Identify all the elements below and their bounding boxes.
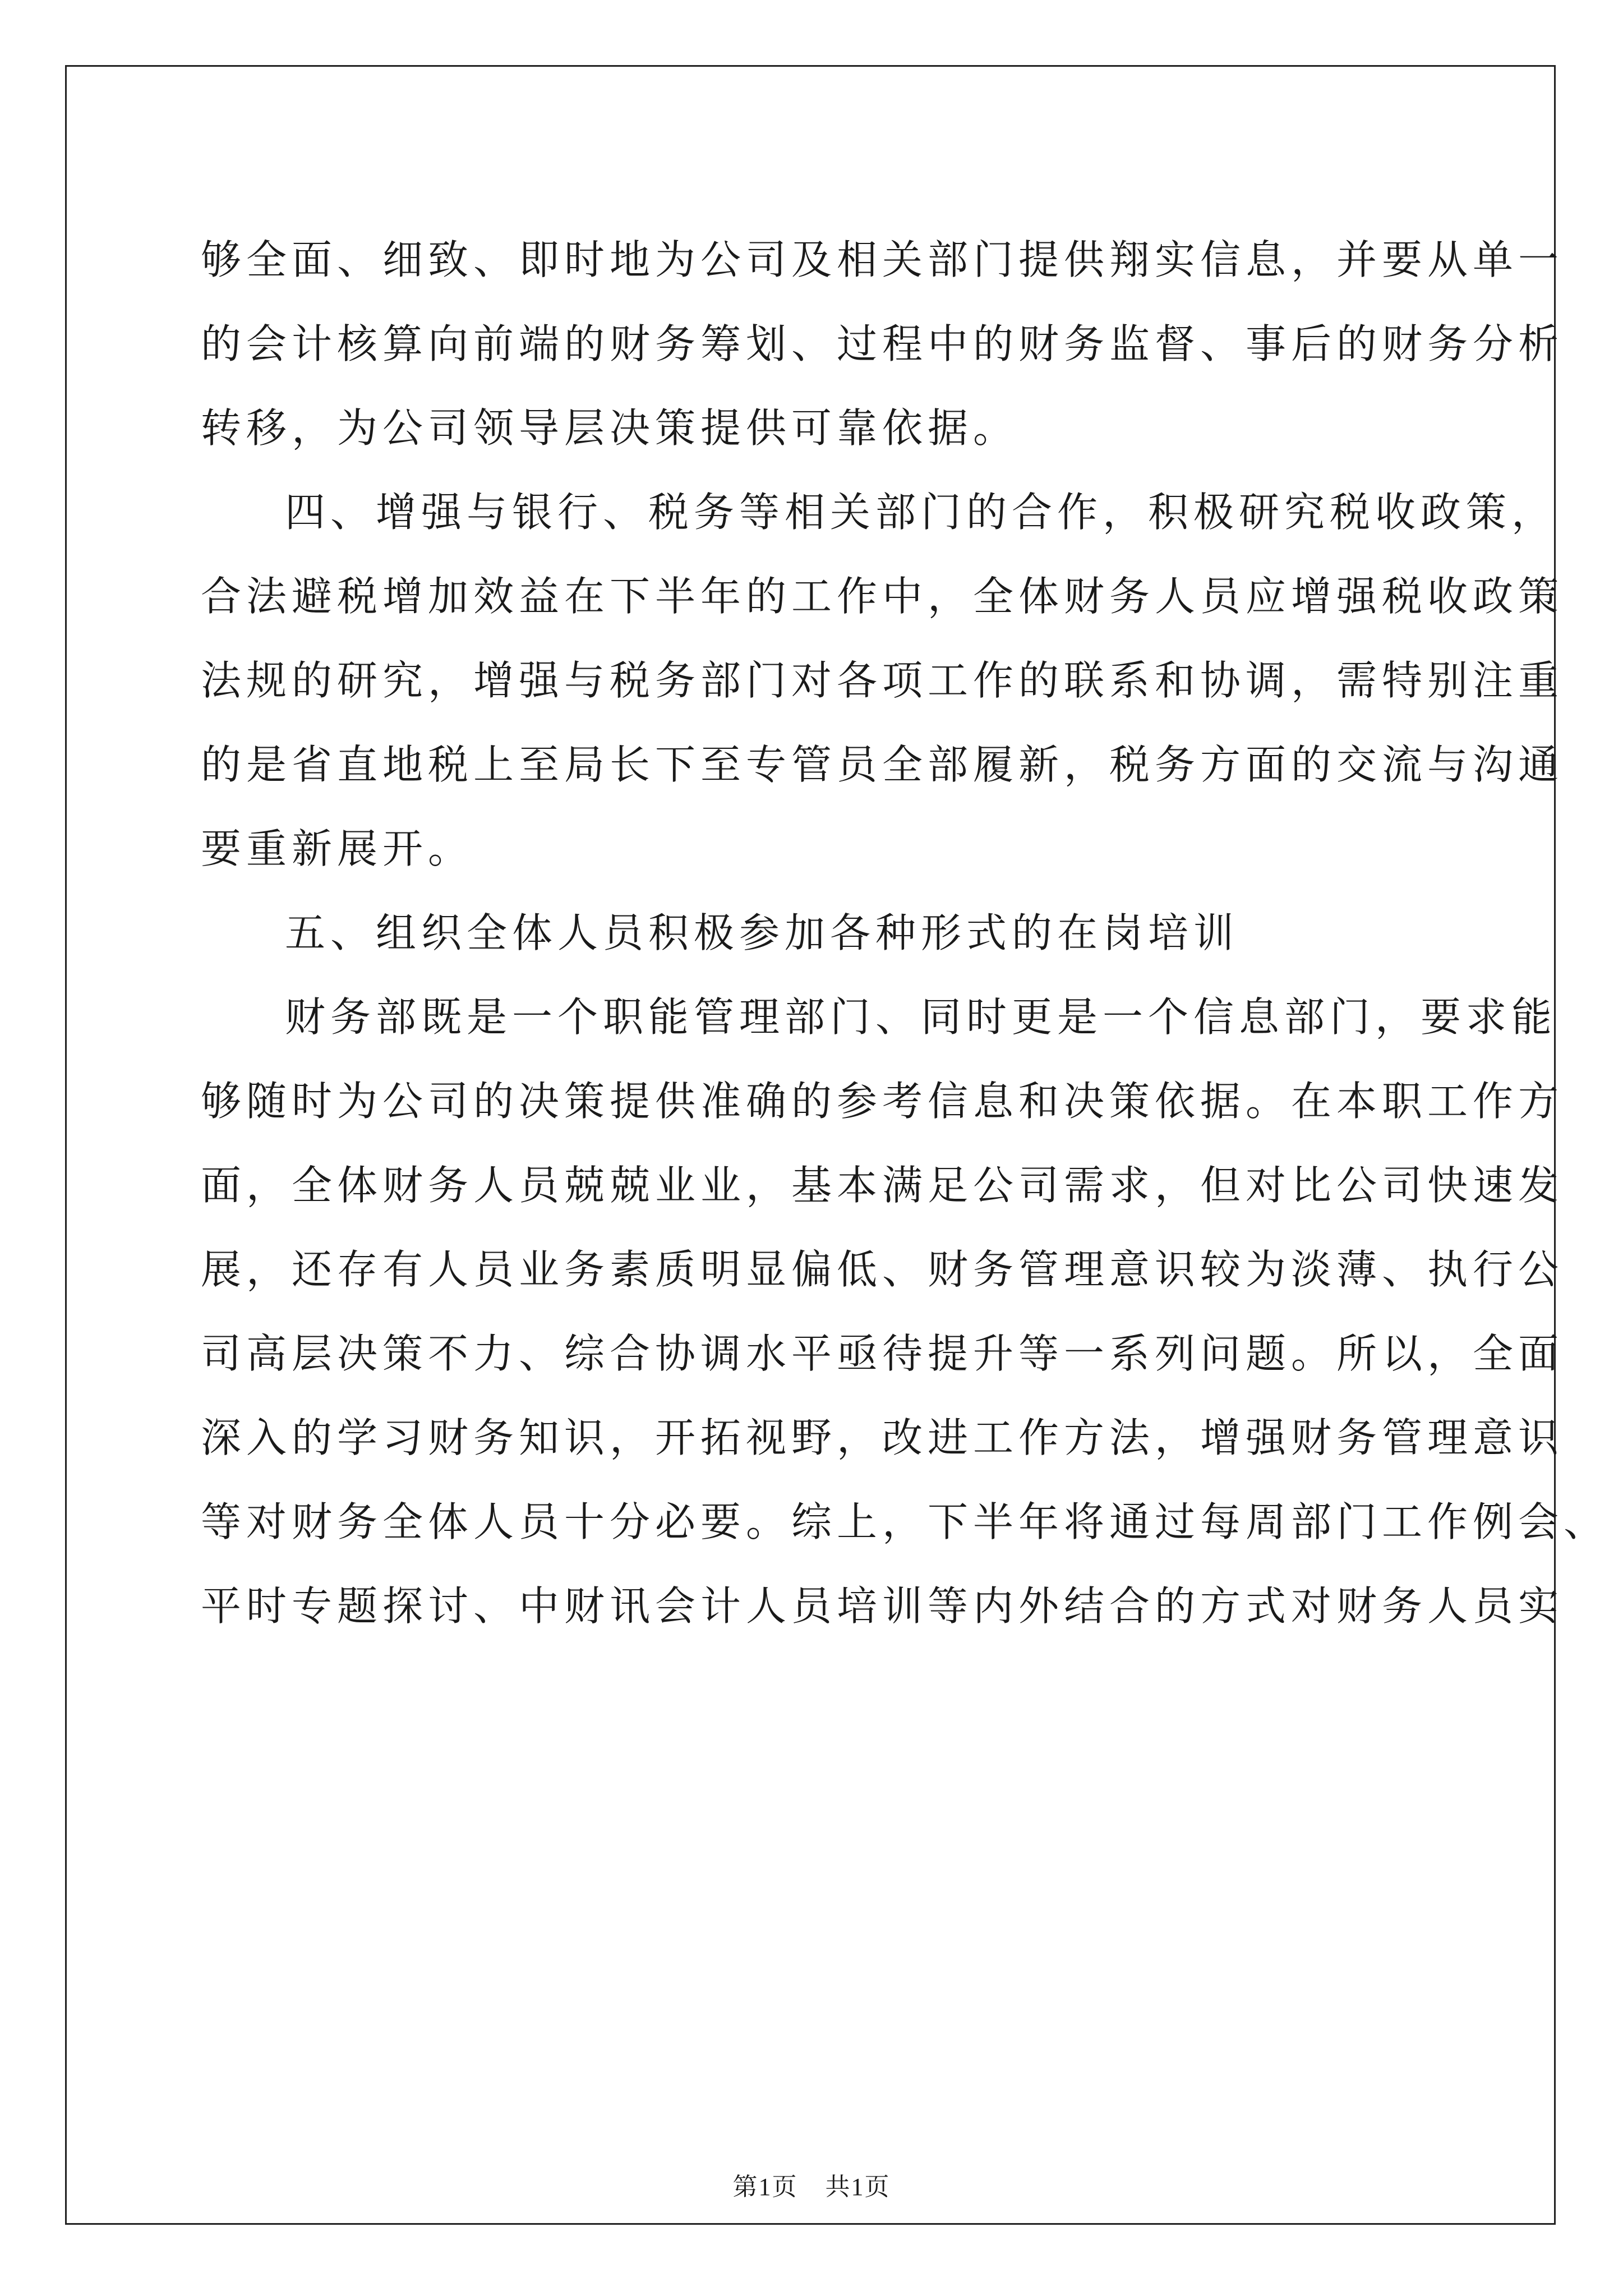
text-line: 够全面、细致、即时地为公司及相关部门提供翔实信息，并要从单一 (201, 236, 1564, 283)
page-number-current: 第1页 (732, 2173, 798, 2201)
text-line: 展，还存有人员业务素质明显偏低、财务管理意识较为淡薄、执行公 (201, 1246, 1564, 1293)
text-line: 法规的研究，增强与税务部门对各项工作的联系和协调，需特别注重 (201, 657, 1564, 704)
paragraph-start: 财务部既是一个职能管理部门、同时更是一个信息部门，要求能 (285, 993, 1557, 1041)
page-footer (0, 2166, 1623, 2202)
page-number-total: 共1页 (825, 2173, 891, 2201)
document-body (201, 218, 1610, 1648)
text-line: 要重新展开。 (201, 825, 474, 872)
text-line: 的是省直地税上至局长下至专管员全部履新，税务方面的交流与沟通 (201, 741, 1564, 788)
text-line: 等对财务全体人员十分必要。综上，下半年将通过每周部门工作例会、 (201, 1498, 1610, 1545)
text-line: 的会计核算向前端的财务筹划、过程中的财务监督、事后的财务分析 (201, 320, 1564, 367)
text-line: 司高层决策不力、综合协调水平亟待提升等一系列问题。所以，全面 (201, 1330, 1564, 1377)
text-line: 够随时为公司的决策提供准确的参考信息和决策依据。在本职工作方 (201, 1078, 1564, 1125)
section-heading-five: 五、组织全体人员积极参加各种形式的在岗培训 (285, 909, 1239, 956)
text-line: 深入的学习财务知识，开拓视野，改进工作方法，增强财务管理意识 (201, 1414, 1564, 1461)
text-line: 平时专题探讨、中财讯会计人员培训等内外结合的方式对财务人员实 (201, 1582, 1564, 1630)
text-line: 转移，为公司领导层决策提供可靠依据。 (201, 404, 1019, 452)
section-heading-four: 四、增强与银行、税务等相关部门的合作，积极研究税收政策， (285, 489, 1557, 536)
text-line: 合法避税增加效益在下半年的工作中，全体财务人员应增强税收政策 (201, 573, 1564, 620)
text-line: 面，全体财务人员兢兢业业，基本满足公司需求，但对比公司快速发 (201, 1162, 1564, 1209)
